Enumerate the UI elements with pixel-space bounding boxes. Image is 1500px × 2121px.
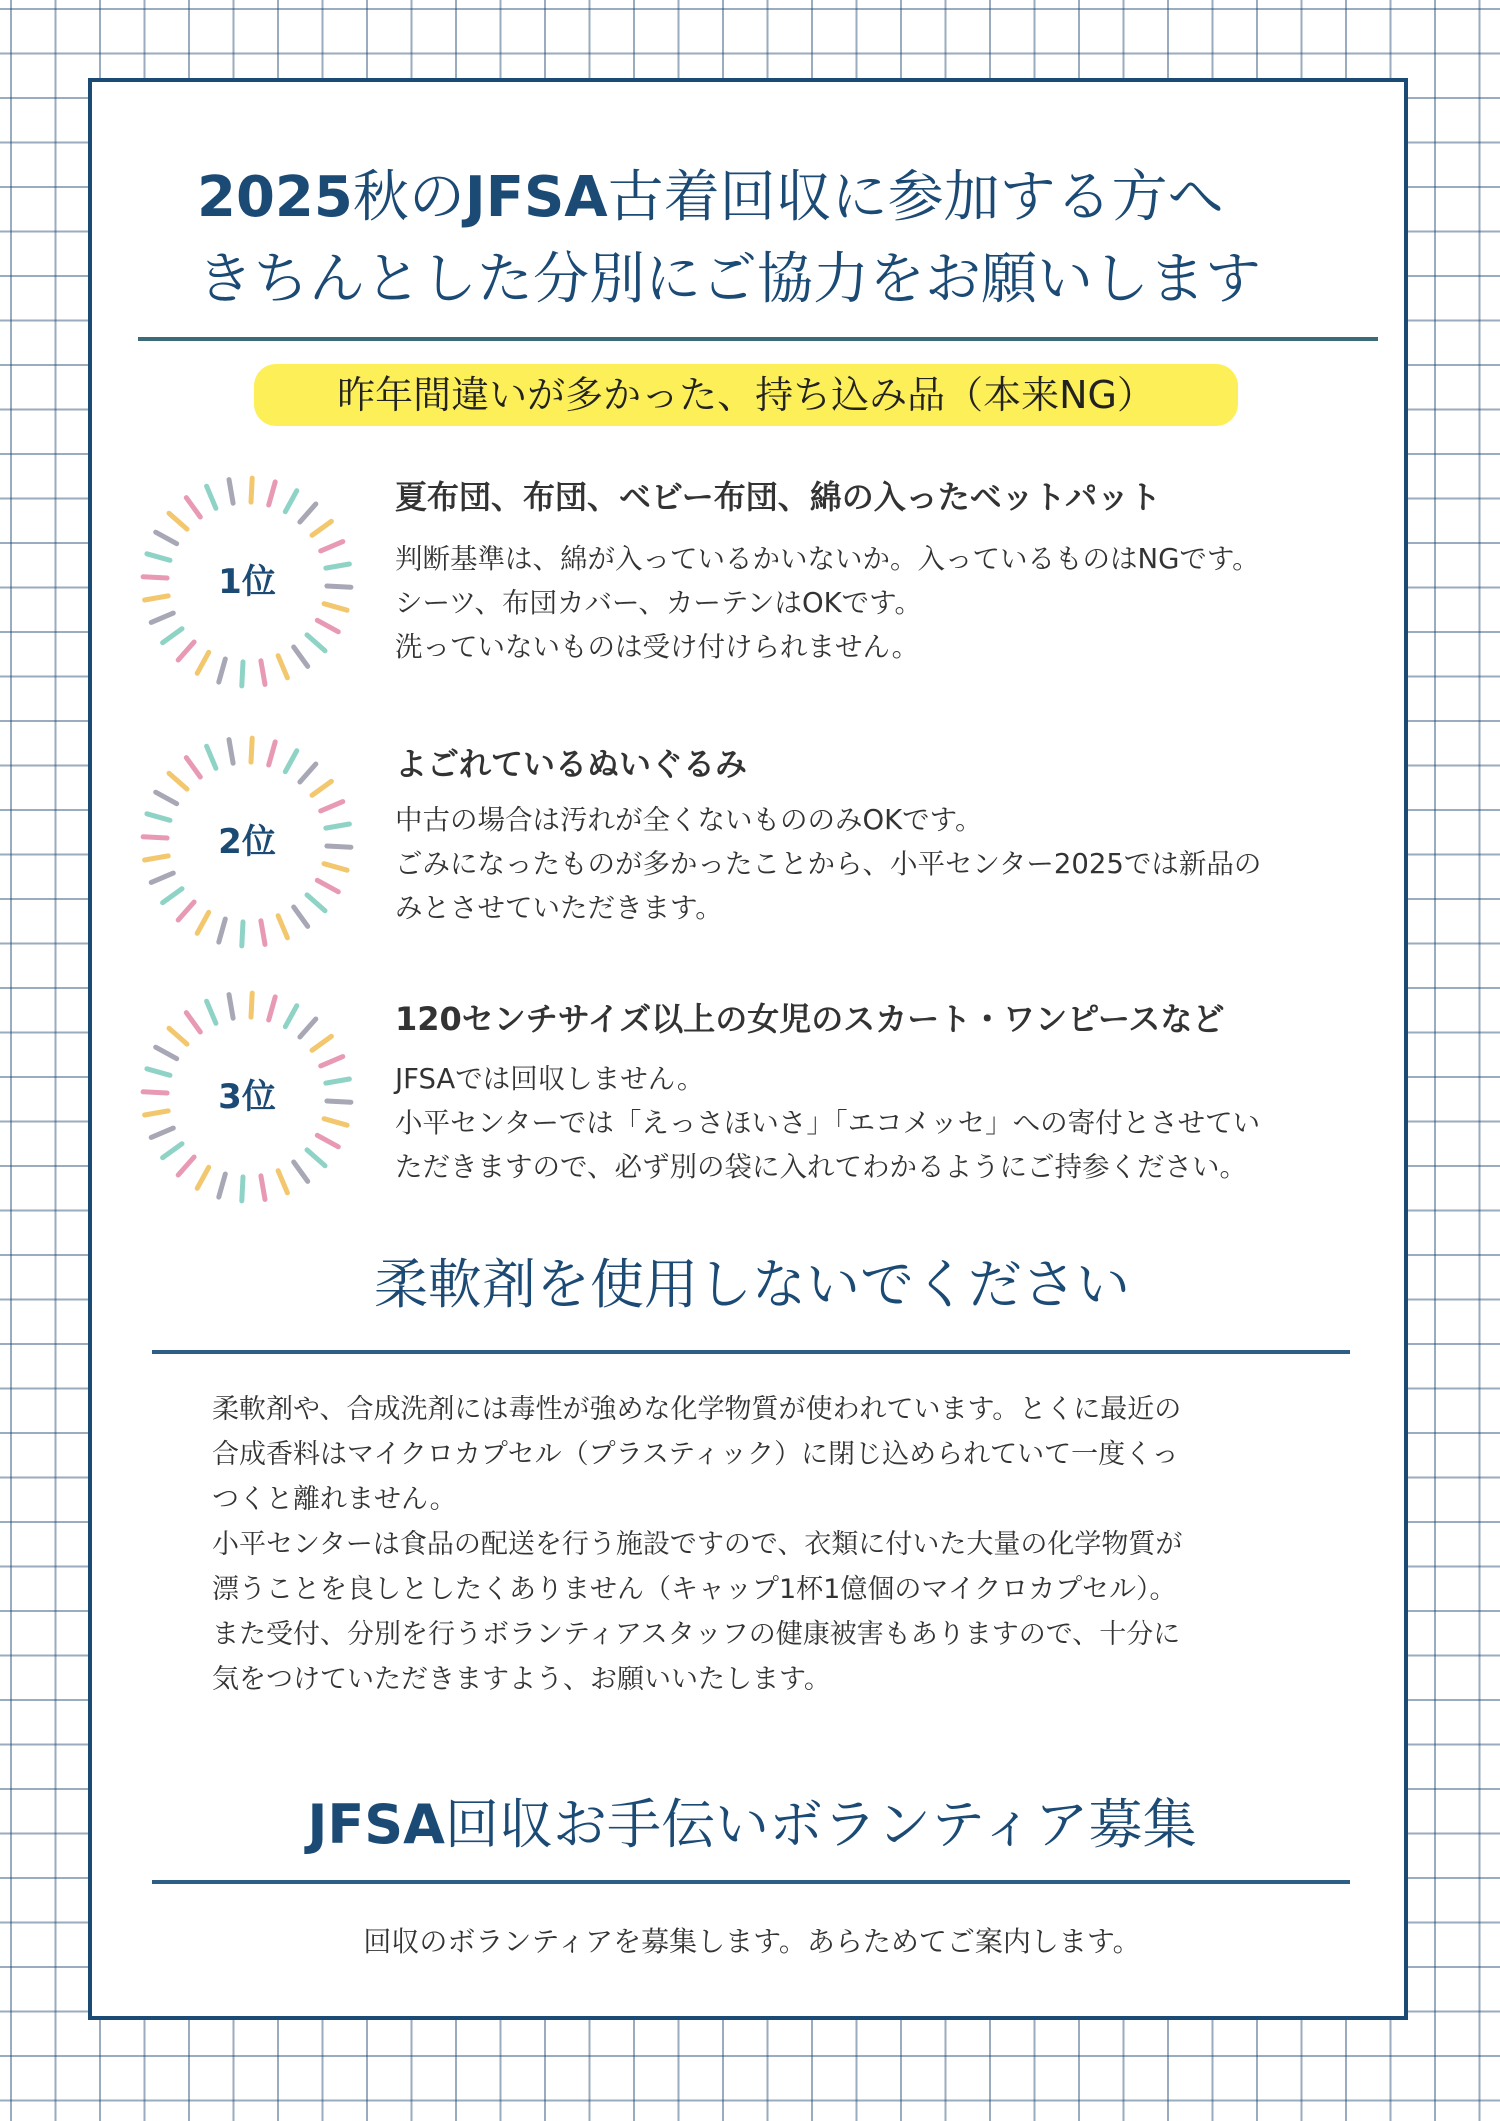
rank-3-body: JFSAでは回収しません。 小平センターでは「えっさほいさ」「エコメッセ」への寄付とさせてい ただきますので、必ず別の袋に入れてわかるようにご持参ください。 [395, 1063, 1261, 1183]
rank-2-title: よごれているぬいぐるみ [395, 745, 748, 783]
rank-1-body: 判断基準は、綿が入っているかいないか。入っているものはNGです。 シーツ、布団カバー、カーテンはOKです。 洗っていないものは受け付けられません。 [395, 543, 1260, 663]
rank-3-title: 120センチサイズ以上の女児のスカート・ワンピースなど [395, 1000, 1225, 1038]
softener-heading: 柔軟剤を使用しないでください [374, 1253, 1130, 1316]
highlight-banner: 昨年間違いが多かった、持ち込み品（本来NG） [254, 364, 1238, 426]
volunteer-note: 回収のボランティアを募集します。あらためてご案内します。 [363, 1925, 1141, 1958]
rank-badge-2 [132, 727, 362, 957]
rank-badge-1 [132, 467, 362, 697]
title-line-2: きちんとした分別にご協力をお願いします [197, 247, 1261, 312]
rank-label: 1位 [218, 562, 276, 602]
title-line-1: 2025秋のJFSA古着回収に参加する方へ [197, 165, 1224, 230]
rank-badge-3 [132, 982, 362, 1212]
page-title [197, 157, 1347, 321]
rank-label: 3位 [218, 1077, 276, 1117]
rank-label: 2位 [218, 822, 276, 862]
softener-divider [152, 1350, 1350, 1354]
volunteer-heading: JFSA回収お手伝いボランティア募集 [307, 1793, 1197, 1856]
flyer-card [88, 78, 1408, 2020]
rank-2-body: 中古の場合は汚れが全くないもののみOKです。 ごみになったものが多かったことから、小平センター2025では新品の みとさせていただきます。 [395, 804, 1262, 924]
volunteer-divider [152, 1880, 1350, 1884]
title-divider [138, 337, 1378, 341]
rank-1-title: 夏布団、布団、ベビー布団、綿の入ったベットパット [395, 478, 1162, 516]
softener-paragraph: 柔軟剤や、合成洗剤には毒性が強めな化学物質が使われています。とくに最近の 合成香料はマイクロカプセル（プラスティック）に閉じ込められていて一度くっ つくと離れません。 小平センターは食品の配送を行う施設ですので、衣類に付いた大量の化学物質が 漂うことを良しとしたくありません（キャップ1杯1億個のマイクロカプセル）。 また受付、分別を行うボランティアスタッフの健康被害もありますので、十分に 気をつけていただきますよう、お願いいたします。 [212, 1394, 1183, 1695]
